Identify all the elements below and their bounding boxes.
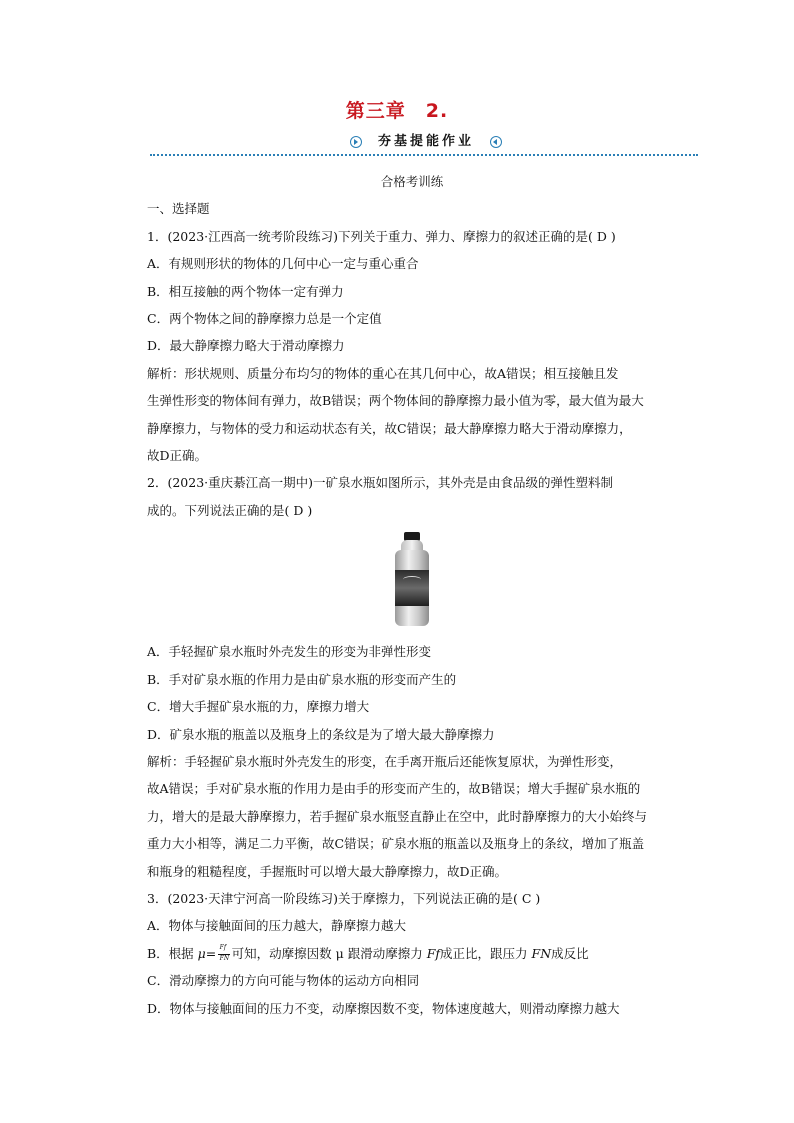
q1-analysis-line-2: 生弹性形变的物体间有弹力，故B错误；两个物体间的静摩擦力最小值为零，最大值为最大 (147, 393, 644, 409)
section-label: 合格考训练 (380, 174, 444, 189)
q2-analysis-line-5: 和瓶身的粗糙程度，手握瓶时可以增大最大静摩擦力，故D正确。 (147, 863, 508, 879)
q2-option-c: C．增大手握矿泉水瓶的力，摩擦力增大 (147, 699, 370, 715)
q2-analysis-line-3: 力，增大的是最大静摩擦力，若手握矿泉水瓶竖直静止在空中，此时静摩擦力的大小始终与 (147, 808, 648, 824)
section-banner (346, 133, 506, 153)
q1-analysis-line-1: 解析：形状规则、质量分布均匀的物体的重心在其几何中心，故A错误；相互接触且发 (147, 365, 619, 381)
q2-option-a: A．手轻握矿泉水瓶时外壳发生的形变为非弹性形变 (147, 644, 432, 660)
water-bottle-image (392, 532, 432, 628)
banner-text: 夯基提能作业 (377, 134, 474, 149)
q2-option-d: D．矿泉水瓶的瓶盖以及瓶身上的条纹是为了增大最大静摩擦力 (147, 726, 495, 742)
q1-analysis-line-4: 故D正确。 (147, 448, 208, 464)
mu-formula (198, 941, 232, 967)
q3-option-b-text-1: 可知，动摩擦因数 μ 跟滑动摩擦力 (231, 945, 427, 961)
q2-stem-line-2: 成的。下列说法正确的是( D ) (147, 502, 313, 518)
q3-option-b-text-2: 成正比，跟压力 (440, 945, 532, 961)
q2-analysis-line-4: 重力大小相等，满足二力平衡，故C错误；矿泉水瓶的瓶盖以及瓶身上的条纹，增加了瓶盖 (147, 836, 645, 852)
q1-option-a: A．有规则形状的物体的几何中心一定与重心重合 (147, 256, 419, 272)
q1-analysis-line-3: 静摩擦力，与物体的受力和运动状态有关，故C错误；最大静摩擦力略大于滑动摩擦力， (147, 420, 632, 436)
dotted-divider (150, 154, 698, 156)
part-label: 一、选择题 (147, 201, 210, 217)
q2-analysis-line-2: 故A错误；手对矿泉水瓶的作用力是由手的形变而产生的，故B错误；增大手握矿泉水瓶的 (147, 781, 641, 797)
q1-option-b: B．相互接触的两个物体一定有弹力 (147, 283, 344, 299)
formula-numerator: Ff (219, 944, 227, 952)
water-bottle-figure (147, 524, 677, 638)
q3-option-d: D．物体与接触面间的压力不变，动摩擦因数不变，物体速度越大，则滑动摩擦力越大 (147, 1000, 620, 1016)
formula-denominator: FN (219, 955, 230, 963)
play-arrow-right-icon (490, 136, 502, 148)
q1-option-d: D．最大静摩擦力略大于滑动摩擦力 (147, 338, 345, 354)
symbol-ff: Ff (426, 945, 441, 961)
q3-option-b-text-3: 成反比 (551, 945, 589, 961)
q3-option-b-prefix: B．根据 (147, 945, 198, 961)
q3-option-a: A．物体与接触面间的压力越大，静摩擦力越大 (147, 918, 407, 934)
chapter-title: 第三章 2. (345, 100, 449, 122)
content (147, 168, 677, 1022)
mu-equals: μ= (197, 946, 217, 962)
q2-option-b: B．手对矿泉水瓶的作用力是由矿泉水瓶的形变而产生的 (147, 671, 457, 687)
q3-stem: 3．(2023·天津宁河高一阶段练习)关于摩擦力，下列说法正确的是( C ) (147, 890, 541, 906)
q3-option-c: C．滑动摩擦力的方向可能与物体的运动方向相同 (147, 973, 420, 989)
q1-stem: 1．(2023·江西高一统考阶段练习)下列关于重力、弹力、摩擦力的叙述正确的是( D ) (147, 228, 616, 244)
q1-option-c: C．两个物体之间的静摩擦力总是一个定值 (147, 311, 382, 327)
q2-analysis-line-1: 解析：手轻握矿泉水瓶时外壳发生的形变，在手离开瓶后还能恢复原状，为弹性形变， (147, 753, 623, 769)
symbol-fn: FN (531, 945, 552, 961)
q3-option-b (147, 940, 677, 968)
q2-stem-line-1: 2．(2023·重庆綦江高一期中)一矿泉水瓶如图所示，其外壳是由食品级的弹性塑料制 (147, 475, 613, 491)
